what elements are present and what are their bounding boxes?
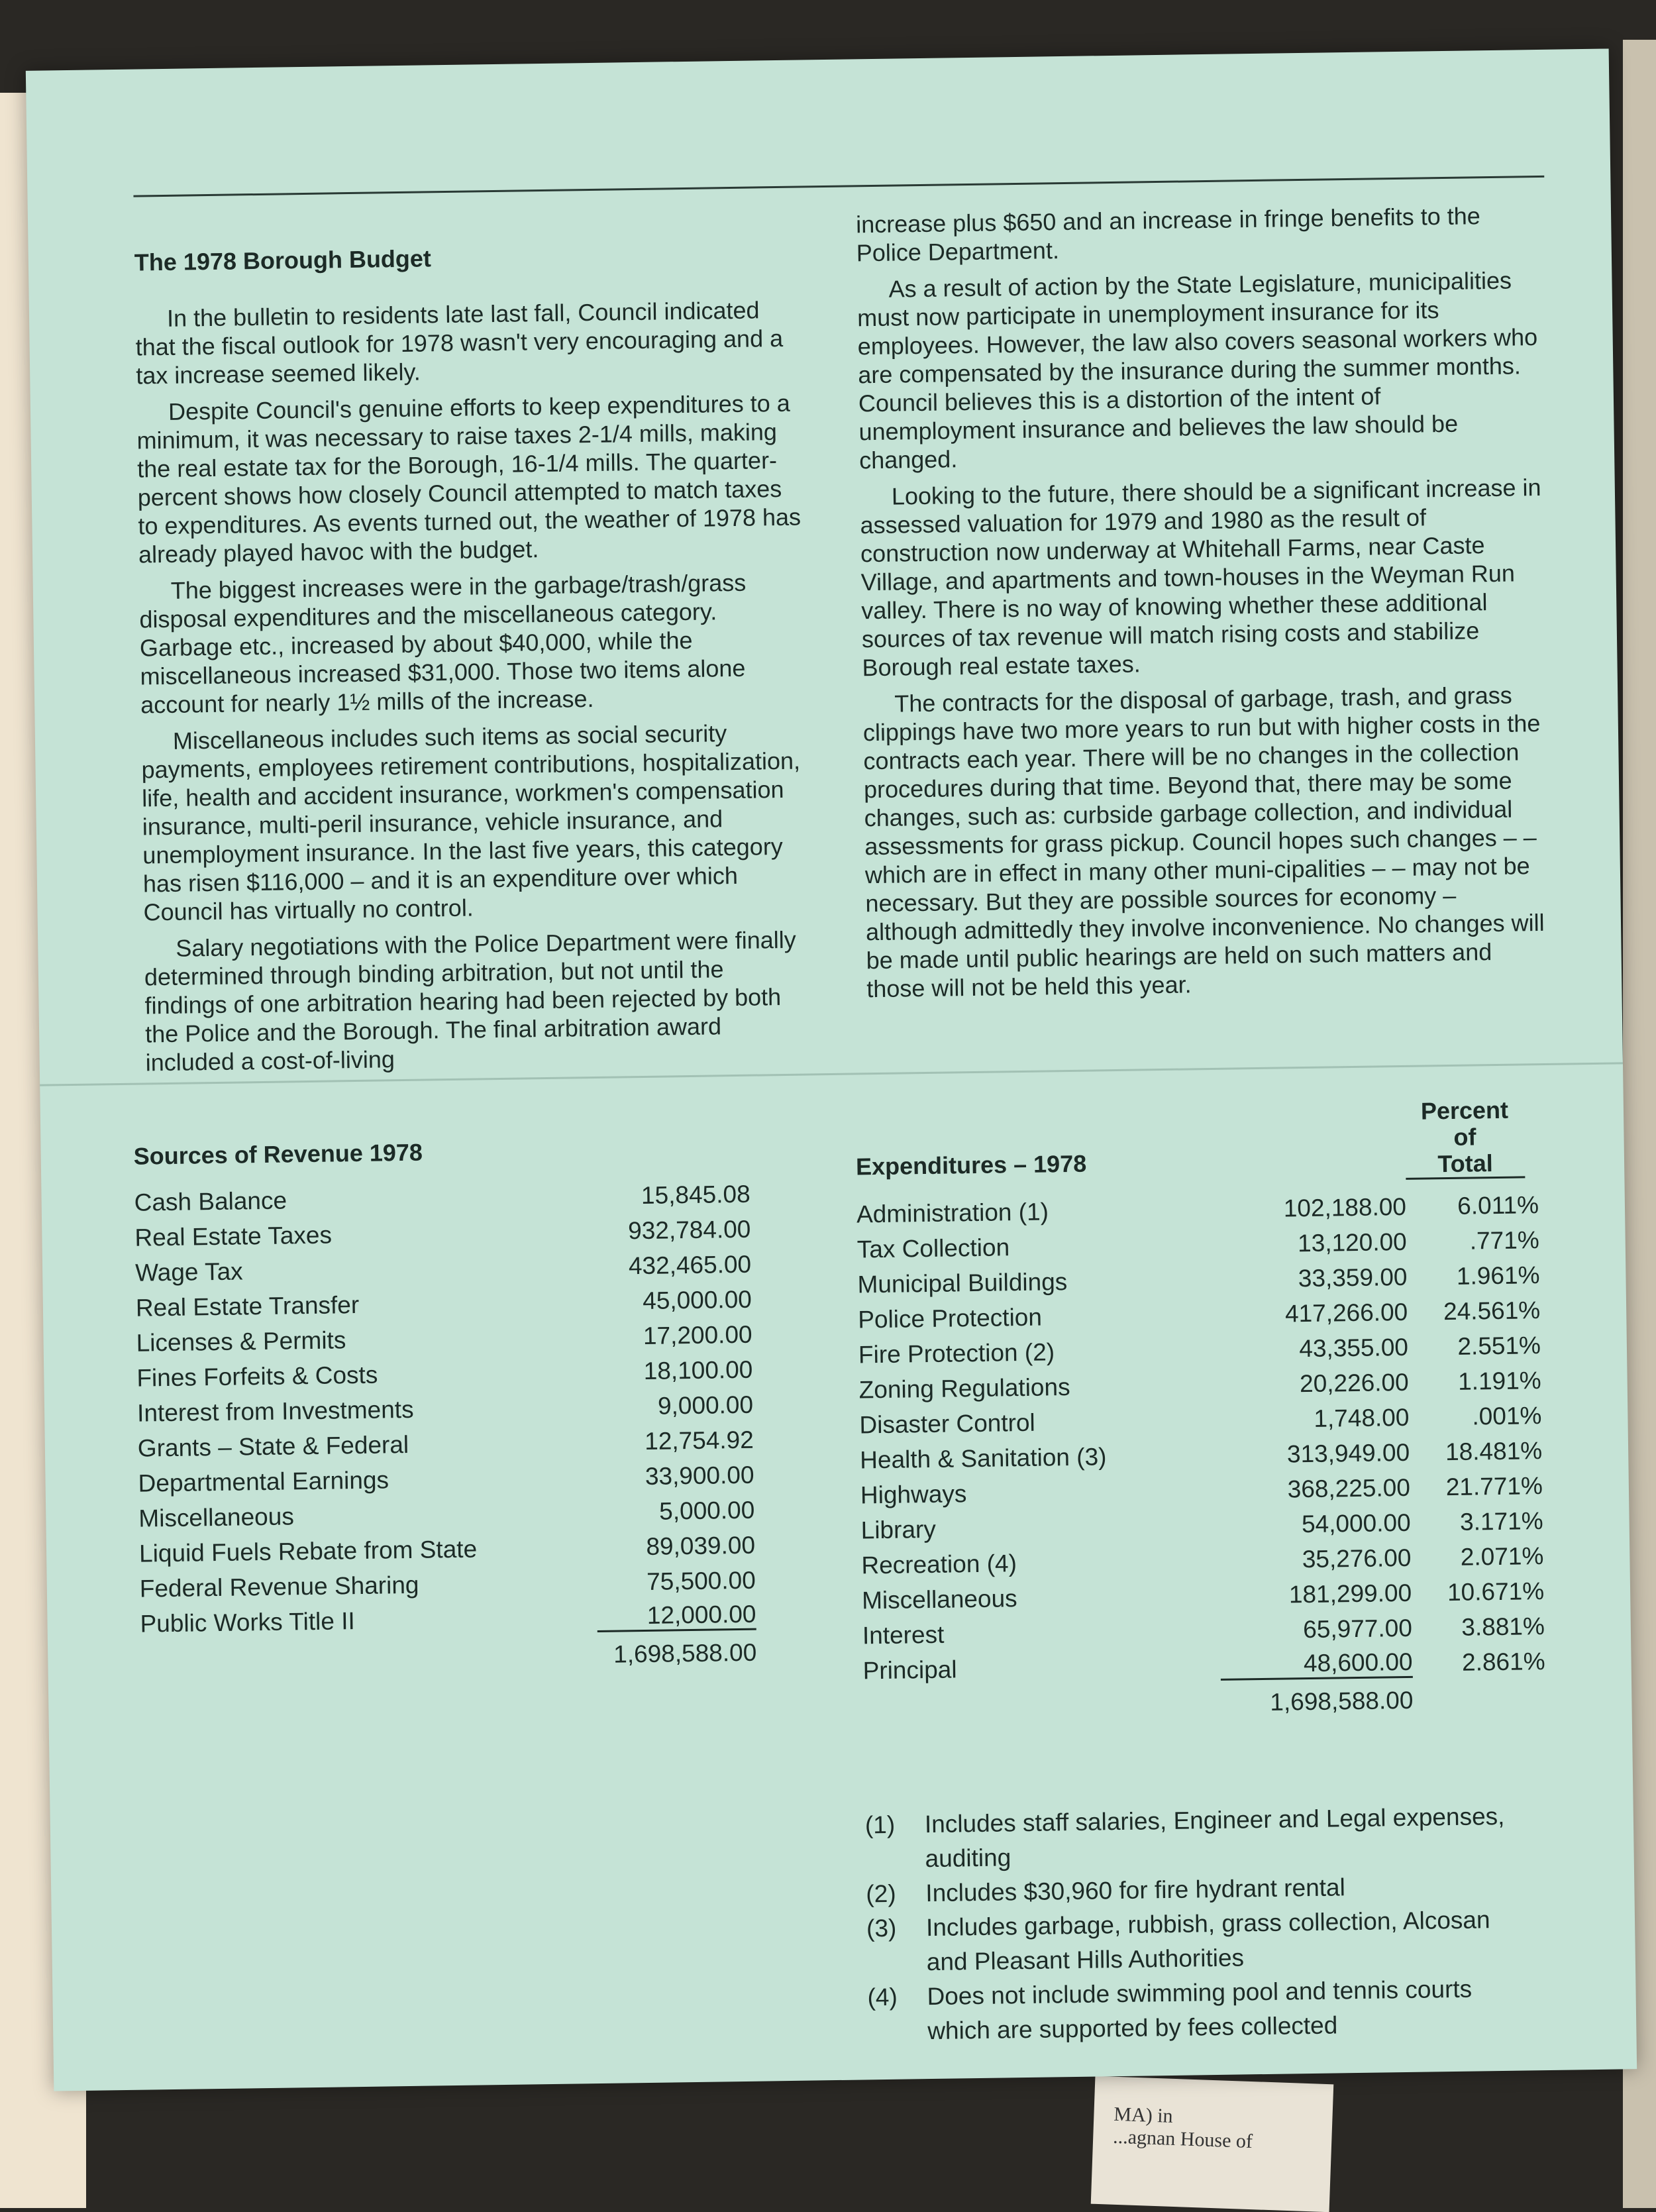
expenditure-label: Health & Sanitation (3) — [859, 1442, 1107, 1473]
article-paragraph: The biggest increases were in the garbage/trash/grass disposal expenditures and the miscellaneous category. Garbage etc., increased by about $40,000, while the miscellaneous increased $31,000. Those two items alone account for nearly 1½ mills of the increase. — [139, 568, 747, 719]
expenditure-percent: 3.881% — [1461, 1612, 1545, 1641]
article-paragraph: Miscellaneous includes such items as social security payments, employees retirement contributions, hospitalization, life, health and accident insurance, workmen's compensation insurance, multi-peril insurance, vehicle insurance, and unemployment insurance. In the last five years, this category has risen $116,000 – and it is an expenditure over which Council has virtually no control. — [141, 719, 801, 926]
expenditure-percent: 18.481% — [1445, 1436, 1543, 1465]
expenditure-label: Highways — [860, 1479, 967, 1508]
revenue-amount: 33,900.00 — [645, 1461, 754, 1490]
revenue-title: Sources of Revenue 1978 — [133, 1138, 423, 1170]
expenditure-amount: 48,600.00 — [1220, 1648, 1413, 1681]
expenditure-label: Administration (1) — [856, 1197, 1049, 1228]
expenditure-amount: 35,276.00 — [1302, 1544, 1412, 1573]
expenditure-label: Tax Collection — [856, 1233, 1010, 1263]
revenue-amount: 432,465.00 — [628, 1250, 752, 1279]
expenditure-amount: 417,266.00 — [1284, 1298, 1408, 1327]
revenue-amount: 12,754.92 — [644, 1426, 754, 1455]
expenditure-amount: 102,188.00 — [1283, 1192, 1407, 1222]
expenditure-amount: 54,000.00 — [1301, 1508, 1411, 1538]
expenditure-percent: 24.561% — [1443, 1296, 1541, 1325]
revenue-source-label: Fines Forfeits & Costs — [136, 1361, 378, 1392]
expenditure-percent: 3.171% — [1459, 1506, 1543, 1536]
top-rule — [133, 176, 1544, 197]
expenditure-label: Principal — [862, 1655, 957, 1684]
revenue-amount: 5,000.00 — [658, 1496, 755, 1525]
expenditure-label: Municipal Buildings — [857, 1267, 1068, 1298]
revenue-amount: 45,000.00 — [642, 1285, 752, 1314]
revenue-total: 1,698,588.00 — [613, 1638, 757, 1668]
expenditures-table — [855, 1096, 1579, 1728]
expenditure-label: Disaster Control — [859, 1408, 1036, 1438]
expenditure-rows — [856, 1186, 1578, 1688]
revenue-amount: 89,039.00 — [646, 1531, 756, 1560]
article-paragraph: Looking to the future, there should be a significant increase in assessed valuation for 1979 and 1980 as the result of construction now underway at Whitehall Farms, near Caste Village, and apartments and town-houses in the Weyman Run valley. There is no way of knowing whether these additional sources of tax revenue will match rising costs and stabilize Borough real estate taxes. — [860, 473, 1541, 682]
expenditure-label: Zoning Regulations — [858, 1373, 1070, 1403]
newspaper-clipping — [1091, 2076, 1334, 2212]
expenditures-total: 1,698,588.00 — [1270, 1686, 1414, 1716]
expenditure-amount: 65,977.00 — [1302, 1614, 1413, 1643]
expenditure-label: Recreation (4) — [861, 1549, 1017, 1579]
expenditure-percent: 1.961% — [1456, 1261, 1540, 1290]
expenditure-amount: 368,225.00 — [1287, 1473, 1411, 1502]
expenditure-label: Miscellaneous — [861, 1584, 1017, 1614]
revenue-source-label: Public Works Title II — [140, 1606, 356, 1638]
article-paragraph: The contracts for the disposal of garbage, trash, and grass clippings have two more years to run but with higher costs in the contracts each year. There will be no changes in the collection procedures during that time. Beyond that, there may be some changes, such as: curbside garbage collection, and individual assessments for grass pickup. Council hopes such changes – – which are in effect in many other muni-cipalities – – may not be necessary. But they are possible sources for economy – although admittedly they involve inconvenience. No changes will be made until public hearings are held on such matters and those will not be held this year. — [862, 681, 1545, 1003]
expenditure-percent: .001% — [1472, 1401, 1542, 1430]
expenditure-label: Police Protection — [857, 1303, 1043, 1333]
footnote: (2) Includes $30,960 for fire hydrant rental — [866, 1873, 1346, 1908]
expenditure-amount: 1,748.00 — [1314, 1403, 1410, 1432]
revenue-source-label: Cash Balance — [134, 1186, 287, 1216]
revenue-total-row — [140, 1632, 803, 1681]
expenditure-label: Fire Protection (2) — [858, 1338, 1055, 1368]
revenue-amount: 18,100.00 — [643, 1355, 753, 1385]
expenditure-amount: 313,949.00 — [1286, 1438, 1410, 1467]
budget-page — [26, 48, 1637, 2091]
footnote: (1) Includes staff salaries, Engineer and Legal expenses, auditing — [864, 1802, 1505, 1873]
article-continuation: increase plus $650 and an increase in fringe benefits to the Police Department. — [855, 202, 1481, 267]
article-left-column — [134, 239, 812, 1085]
revenue-amount: 932,784.00 — [627, 1215, 751, 1244]
expenditure-percent: 21.771% — [1445, 1471, 1543, 1501]
footnotes — [865, 1799, 1531, 2049]
revenue-source-label: Federal Revenue Sharing — [139, 1571, 419, 1603]
expenditure-percent: 10.671% — [1447, 1577, 1545, 1606]
expenditure-percent: 6.011% — [1457, 1190, 1539, 1220]
expenditure-amount: 13,120.00 — [1297, 1228, 1407, 1257]
expenditure-percent: 2.861% — [1461, 1647, 1545, 1676]
revenue-rows — [134, 1176, 803, 1642]
expenditure-amount: 33,359.00 — [1298, 1263, 1408, 1292]
article-right-column — [856, 201, 1549, 1011]
revenue-source-label: Interest from Investments — [136, 1395, 414, 1427]
expenditure-percent: 2.551% — [1457, 1331, 1541, 1360]
expenditure-amount: 20,226.00 — [1299, 1368, 1409, 1397]
footnote: (3) Includes garbage, rubbish, grass collection, Alcosan and Pleasant Hills Authorities — [866, 1906, 1490, 1976]
revenue-source-label: Miscellaneous — [138, 1502, 295, 1532]
clipping-line-2: ...agnan House of — [1112, 2125, 1253, 2153]
article-paragraph: As a result of action by the State Legislature, municipalities must now participate in unemployment insurance for its employees. However, the law also covers seasonal workers who are compensated by the insurance during the summer months. Council believes this is a distortion of the intent of unemployment insurance and believes the law should be changed. — [856, 266, 1538, 474]
clipping-line-1: MA) in — [1113, 2103, 1174, 2127]
revenue-table — [133, 1133, 803, 1681]
expenditure-amount: 181,299.00 — [1288, 1579, 1412, 1608]
percent-of-total-header: Percent of Total — [1405, 1096, 1526, 1180]
article-title: The 1978 Borough Budget — [134, 244, 432, 276]
revenue-source-label: Wage Tax — [134, 1257, 243, 1287]
expenditure-label: Library — [860, 1515, 937, 1544]
footnote: (4) Does not include swimming pool and tennis courts which are supported by fees collected — [867, 1975, 1473, 2045]
revenue-source-label: Grants – State & Federal — [137, 1430, 409, 1462]
revenue-amount: 17,200.00 — [643, 1320, 752, 1349]
expenditure-percent: 1.191% — [1457, 1366, 1541, 1395]
revenue-source-label: Departmental Earnings — [138, 1465, 389, 1497]
revenue-amount: 15,845.08 — [641, 1180, 750, 1209]
revenue-source-label: Liquid Fuels Rebate from State — [138, 1535, 478, 1567]
revenue-amount: 9,000.00 — [657, 1391, 754, 1420]
revenue-amount: 75,500.00 — [646, 1566, 756, 1595]
revenue-amount: 12,000.00 — [597, 1601, 756, 1632]
revenue-source-label: Real Estate Taxes — [134, 1221, 333, 1251]
expenditure-amount: 43,355.00 — [1299, 1333, 1409, 1362]
expenditure-label: Interest — [862, 1620, 945, 1649]
article-paragraph: In the bulletin to residents late last fall, Council indicated that the fiscal outlook for 1978 wasn't very encouraging and a tax increase seemed likely. — [135, 296, 784, 390]
expenditure-percent: 2.071% — [1460, 1542, 1544, 1571]
expenditures-title: Expenditures – 1978 — [855, 1149, 1087, 1181]
article-paragraph: Salary negotiations with the Police Department were finally determined through binding arbitration, but not until the findings of one arbitration hearing had been rejected by both the Police and the Borough. The final arbitration award included a cost-of-living — [144, 925, 797, 1077]
article-paragraph: Despite Council's genuine efforts to keep expenditures to a minimum, it was necessary to raise taxes 2-1/4 mills, making the real estate tax for the Borough, 16-1/4 mills. The quarter-percent shows how closely Council attempted to match taxes to expenditures. As events turned out, the weather of 1978 has already played havoc with the budget. — [136, 389, 802, 568]
revenue-source-label: Licenses & Permits — [136, 1326, 346, 1357]
revenue-source-label: Real Estate Transfer — [135, 1290, 360, 1322]
expenditure-percent: .771% — [1469, 1226, 1539, 1255]
